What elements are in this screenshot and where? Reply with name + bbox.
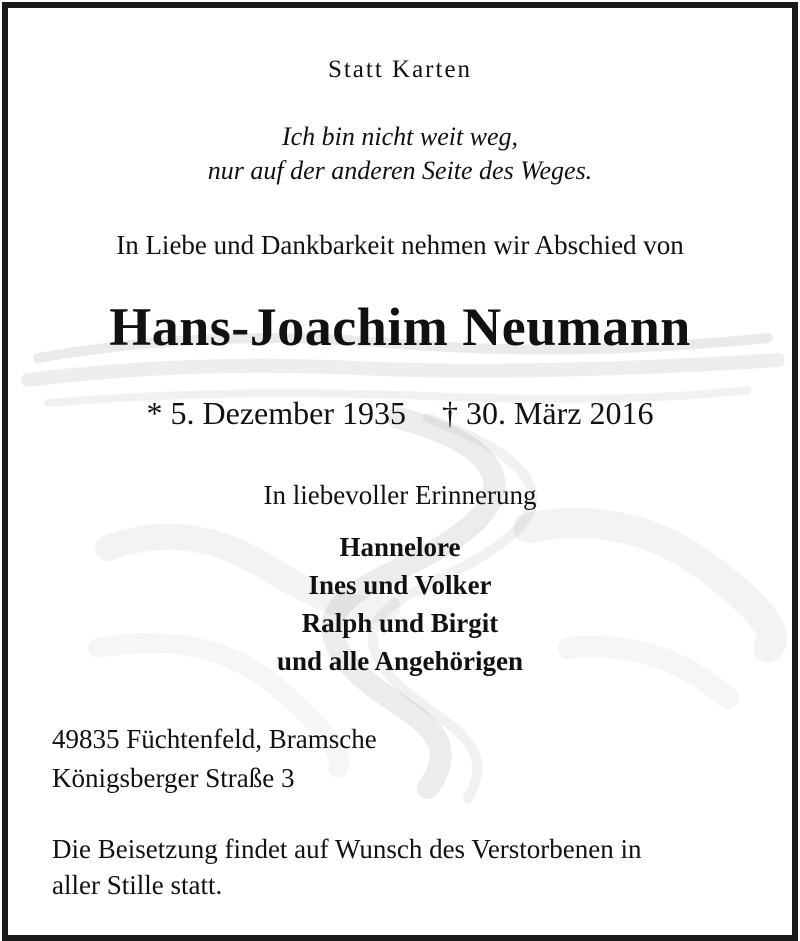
obituary-card [2,2,798,941]
deceased-name: Hans-Joachim Neumann [109,297,691,357]
family-list [8,528,792,680]
obituary-content [8,8,792,935]
family-member: Ines und Volker [308,570,492,600]
header-text: Statt Karten [327,56,473,83]
funeral-notice [52,831,772,903]
verse-line-1: Ich bin nicht weit weg, [281,122,519,151]
family-member: Hannelore [339,532,461,562]
death-date: † 30. März 2016 [441,395,654,431]
family-member: Ralph und Birgit [301,608,499,638]
remembrance-heading: In liebevoller Erinnerung [263,480,537,510]
address-line-2: Königsberger Straße 3 [52,763,295,793]
verse [8,120,792,188]
family-member: und alle Angehörigen [276,646,524,676]
intro-text: In Liebe und Dankbarkeit nehmen wir Abschied von [116,230,684,260]
notice-line-2: aller Stille statt. [52,870,223,900]
address-line-1: 49835 Füchtenfeld, Bramsche [52,724,377,754]
address [52,720,377,798]
life-dates [8,395,792,432]
notice-line-1: Die Beisetzung findet auf Wunsch des Verstorbenen in [52,834,642,864]
birth-date: * 5. Dezember 1935 [146,395,406,431]
verse-line-2: nur auf der anderen Seite des Weges. [207,156,593,185]
